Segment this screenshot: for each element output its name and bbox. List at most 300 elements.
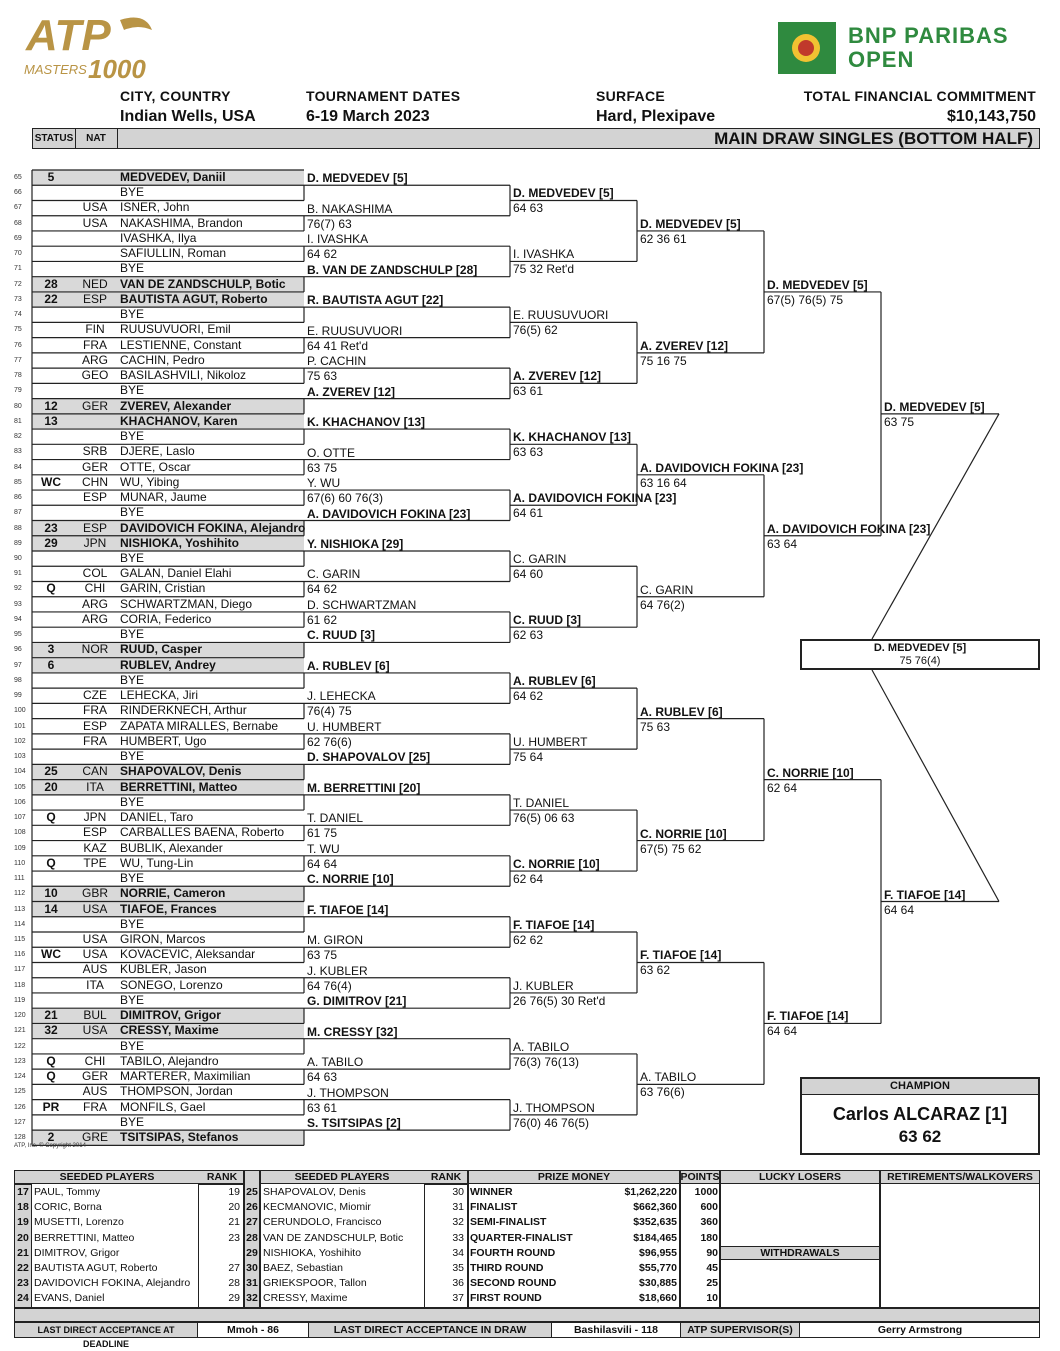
round-3-score: 67(5) 75 62 — [640, 841, 702, 856]
svg-text:1000: 1000 — [88, 54, 146, 82]
round-5-winner: F. TIAFOE [14] — [884, 887, 966, 902]
draw-position: 79 — [14, 387, 22, 395]
prize-round: WINNER — [470, 1186, 513, 1198]
round-2-score: 76(5) 62 — [513, 323, 558, 338]
draw-position: 89 — [14, 539, 22, 547]
seed-number: 17 — [17, 1186, 29, 1198]
draw-position: 111 — [14, 875, 25, 883]
round-1-score: 64 62 — [307, 582, 338, 597]
draw-position: 114 — [14, 920, 26, 928]
player-nationality: AUS — [82, 962, 108, 977]
seed-number: 29 — [246, 1246, 258, 1259]
draw-position: 68 — [14, 219, 22, 227]
player-name: BASILASHVILI, Nikoloz — [120, 368, 247, 383]
round-4-winner: D. MEDVEDEV [5] — [767, 277, 868, 292]
round-1-winner: Y. NISHIOKA [29] — [307, 537, 404, 551]
player-nationality: AUS — [82, 1084, 108, 1099]
prize-amount: $30,885 — [639, 1277, 677, 1290]
svg-text:ATP: ATP — [26, 11, 111, 60]
surface-value: Hard, Plexipave — [596, 108, 716, 125]
player-name: ISNER, John — [120, 200, 190, 215]
seed-player-name: GRIEKSPOOR, Tallon — [263, 1277, 367, 1290]
player-nationality: GBR — [81, 886, 108, 901]
draw-position: 69 — [14, 234, 22, 242]
sponsor-name: BNP PARIBAS OPEN — [848, 23, 1009, 72]
round-3-winner: A. DAVIDOVICH FOKINA [23] — [640, 460, 804, 475]
draw-position: 108 — [14, 829, 26, 837]
round-1-winner: S. TSITSIPAS [2] — [307, 1116, 401, 1131]
round-1-winner: C. NORRIE [10] — [307, 872, 394, 887]
player-nationality: FRA — [83, 1099, 107, 1114]
lda-deadline-label: LAST DIRECT ACCEPTANCE AT DEADLINE — [37, 1325, 175, 1349]
round-3-winner: A. TABILO — [640, 1070, 697, 1085]
champion-score: 63 62 — [898, 1127, 942, 1146]
seed-number: 27 — [246, 1216, 258, 1229]
player-nationality: ITA — [86, 977, 104, 992]
champion-box — [800, 1077, 1040, 1155]
seed-number: 26 — [246, 1201, 258, 1214]
seed-player-name: BAEZ, Sebastian — [263, 1262, 343, 1274]
player-nationality: FRA — [83, 733, 107, 748]
player-nationality: GEO — [81, 368, 109, 383]
player-nationality: FIN — [85, 322, 105, 337]
player-status: 2 — [47, 1130, 55, 1145]
round-1-winner: J. LEHECKA — [307, 689, 376, 704]
player-nationality: ESP — [82, 520, 107, 535]
prize-points: 25 — [706, 1277, 718, 1290]
rank-header-label: RANK — [430, 1171, 462, 1183]
player-nationality: ARG — [81, 611, 108, 626]
seed-number: 18 — [17, 1201, 29, 1214]
draw-position: 118 — [14, 981, 26, 989]
draw-position: 98 — [14, 676, 22, 684]
round-2-winner: T. DANIEL — [513, 796, 570, 811]
player-name: TIAFOE, Frances — [120, 901, 217, 916]
player-name: DANIEL, Taro — [120, 810, 194, 825]
prize-amount: $662,360 — [633, 1201, 677, 1214]
player-status: 21 — [44, 1008, 58, 1023]
player-name: KOVACEVIC, Aleksandar — [120, 947, 256, 962]
round-1-winner: I. IVASHKA — [307, 232, 369, 247]
draw-position: 77 — [14, 356, 22, 364]
round-1-winner: U. HUMBERT — [307, 719, 382, 734]
player-nationality: USA — [82, 215, 108, 230]
draw-position: 81 — [14, 417, 22, 425]
round-2-winner: U. HUMBERT — [513, 735, 588, 750]
player-name: BYE — [120, 429, 145, 444]
prize-round: QUARTER-FINALIST — [470, 1231, 573, 1244]
player-name: RUUSUVUORI, Emil — [120, 322, 231, 337]
round-2-winner: E. RUUSUVUORI — [513, 308, 609, 323]
rank-header-label: RANK — [206, 1171, 238, 1183]
player-name: CRESSY, Maxime — [120, 1023, 219, 1038]
player-name: VAN DE ZANDSCHULP, Botic — [120, 276, 286, 291]
player-name: IVASHKA, Ilya — [120, 230, 197, 245]
round-2-winner: C. NORRIE [10] — [513, 857, 600, 872]
prize-round: FINALIST — [470, 1201, 518, 1214]
draw-position: 65 — [14, 174, 22, 181]
draw-position: 125 — [14, 1088, 26, 1096]
round-1-score: 76(4) 75 — [307, 704, 352, 719]
seed-player-name: PAUL, Tommy — [34, 1186, 101, 1198]
player-nationality: NOR — [81, 642, 109, 657]
prize-points: 1000 — [694, 1186, 718, 1198]
draw-position: 105 — [14, 783, 26, 791]
prize-points: 180 — [700, 1231, 718, 1244]
player-nationality: KAZ — [83, 840, 107, 855]
player-status: 10 — [44, 886, 58, 901]
player-nationality: ESP — [82, 825, 107, 840]
lucky-losers-label: LUCKY LOSERS — [758, 1171, 842, 1183]
round-3-score: 75 63 — [640, 719, 671, 734]
svg-text:MASTERS: MASTERS — [24, 62, 87, 77]
round-2-winner: A. DAVIDOVICH FOKINA [23] — [513, 491, 677, 506]
draw-position: 115 — [14, 936, 26, 943]
seed-rank: 37 — [452, 1292, 464, 1305]
seed-player-name: CERUNDOLO, Francisco — [263, 1216, 382, 1229]
player-name: MEDVEDEV, Daniil — [120, 170, 226, 184]
seed-number: 30 — [246, 1262, 258, 1274]
draw-position: 88 — [14, 524, 22, 532]
player-status: 14 — [44, 901, 58, 916]
player-name: KHACHANOV, Karen — [120, 413, 238, 428]
prize-round: FOURTH ROUND — [470, 1246, 556, 1259]
seed-rank: 21 — [228, 1216, 240, 1229]
player-nationality: FRA — [83, 337, 107, 352]
round-1-winner: C. GARIN — [307, 567, 361, 582]
player-status: Q — [46, 855, 56, 870]
draw-position: 83 — [14, 448, 22, 456]
round-2-score: 75 64 — [513, 750, 544, 765]
player-name: DJERE, Laslo — [120, 444, 195, 459]
draw-position: 70 — [14, 250, 22, 258]
draw-position: 82 — [14, 433, 22, 441]
seed-rank: 23 — [228, 1231, 240, 1244]
prize-amount: $184,465 — [633, 1231, 677, 1244]
round-1-winner: R. BAUTISTA AGUT [22] — [307, 293, 444, 308]
round-1-winner: F. TIAFOE [14] — [307, 902, 389, 917]
round-2-winner: F. TIAFOE [14] — [513, 918, 595, 932]
seed-player-name: BAUTISTA AGUT, Roberto — [34, 1262, 158, 1274]
player-name: RUUD, Casper — [120, 642, 203, 657]
player-status: WC — [41, 474, 61, 489]
round-2-score: 75 32 Ret'd — [513, 262, 575, 277]
champion-label: CHAMPION — [802, 1079, 1038, 1095]
draw-position: 90 — [14, 555, 22, 562]
round-1-winner: A. RUBLEV [6] — [307, 658, 390, 673]
financial-value: $10,143,750 — [947, 108, 1036, 125]
round-1-winner: A. DAVIDOVICH FOKINA [23] — [307, 506, 471, 521]
player-name: SONEGO, Lorenzo — [120, 977, 223, 992]
player-nationality: JPN — [83, 810, 107, 825]
draw-position: 75 — [14, 326, 22, 334]
retirements-table — [880, 1170, 1040, 1308]
player-nationality: ESP — [82, 490, 107, 505]
player-nationality: JPN — [83, 535, 107, 550]
draw-position: 117 — [14, 966, 26, 974]
player-nationality: BUL — [83, 1008, 107, 1023]
seed-player-name: EVANS, Daniel — [34, 1292, 105, 1305]
player-name: GALAN, Daniel Elahi — [120, 566, 232, 581]
draw-position: 119 — [14, 996, 26, 1004]
player-nationality: GER — [81, 398, 108, 413]
draw-position: 106 — [14, 798, 26, 806]
dates-label: TOURNAMENT DATES — [306, 88, 461, 104]
dates-value: 6-19 March 2023 — [306, 108, 430, 125]
round-1-winner: Y. WU — [307, 476, 341, 491]
round-2-winner: C. GARIN — [513, 552, 567, 567]
seed-player-name: CORIC, Borna — [34, 1201, 102, 1214]
player-nationality: COL — [82, 566, 108, 581]
player-status: Q — [46, 581, 56, 596]
draw-position: 112 — [14, 890, 26, 898]
round-1-winner: J. THOMPSON — [307, 1085, 389, 1100]
round-1-score: 64 62 — [307, 247, 338, 262]
prize-points: 45 — [706, 1262, 718, 1274]
player-nationality: CHI — [84, 1053, 106, 1068]
player-name: RINDERKNECH, Arthur — [120, 703, 247, 718]
round-2-winner: K. KHACHANOV [13] — [513, 430, 632, 445]
player-name: BERRETTINI, Matteo — [120, 779, 238, 794]
seed-rank: 35 — [452, 1262, 464, 1274]
draw-position: 100 — [14, 707, 26, 715]
player-name: ZAPATA MIRALLES, Bernabe — [120, 718, 279, 733]
seed-player-name: NISHIOKA, Yoshihito — [263, 1246, 362, 1259]
seed-rank: 31 — [452, 1201, 464, 1214]
seed-number: 22 — [17, 1262, 29, 1274]
player-name: WU, Yibing — [120, 474, 180, 489]
round-3-score: 75 16 75 — [640, 353, 687, 368]
round-1-score: 64 76(4) — [307, 978, 352, 993]
draw-position: 94 — [14, 615, 22, 623]
round-2-winner: D. MEDVEDEV [5] — [513, 186, 614, 201]
player-name: HUMBERT, Ugo — [120, 733, 207, 748]
player-nationality: CHI — [84, 581, 106, 596]
semi-final-score: 75 76(4) — [899, 655, 941, 667]
round-1-score: 61 75 — [307, 826, 338, 841]
prize-round: SECOND ROUND — [470, 1277, 557, 1290]
player-nationality: USA — [82, 1023, 108, 1038]
round-2-score: 76(0) 46 76(5) — [513, 1115, 590, 1130]
player-status: 13 — [44, 413, 58, 428]
seed-rank: 20 — [228, 1201, 240, 1214]
round-3-score: 63 62 — [640, 963, 671, 978]
round-4-winner: F. TIAFOE [14] — [767, 1009, 849, 1024]
prize-round: SEMI-FINALIST — [470, 1216, 547, 1229]
withdrawals-label: WITHDRAWALS — [760, 1247, 840, 1259]
player-nationality: USA — [82, 901, 108, 916]
prize-points: 10 — [706, 1292, 718, 1305]
financial-label: TOTAL FINANCIAL COMMITMENT — [803, 88, 1036, 104]
player-nationality: CZE — [83, 688, 107, 703]
lucky-losers-table — [720, 1170, 880, 1308]
seed-number: 19 — [17, 1216, 29, 1229]
player-nationality: GER — [81, 459, 108, 474]
semi-final-connector-bottom — [872, 670, 999, 902]
seed-player-name: DIMITROV, Grigor — [34, 1246, 120, 1259]
round-3-winner: C. NORRIE [10] — [640, 826, 727, 841]
draw-position: 128 — [14, 1134, 26, 1142]
player-name: CACHIN, Pedro — [120, 352, 205, 367]
prize-amount: $55,770 — [639, 1262, 677, 1274]
round-4-score: 62 64 — [767, 780, 798, 795]
draw-position: 74 — [14, 311, 22, 319]
seed-player-name: BERRETTINI, Matteo — [34, 1231, 135, 1244]
draw-position: 123 — [14, 1057, 26, 1065]
round-1-winner: A. TABILO — [307, 1055, 364, 1070]
player-status: 12 — [44, 398, 58, 413]
player-name: DAVIDOVICH FOKINA, Alejandro — [120, 520, 306, 535]
round-1-score: 63 61 — [307, 1100, 338, 1115]
draw-position: 99 — [14, 692, 22, 700]
semi-final-winner: D. MEDVEDEV [5] — [873, 642, 967, 654]
player-name: SAFIULLIN, Roman — [120, 246, 227, 261]
draw-position: 72 — [14, 280, 22, 288]
player-status: 23 — [44, 520, 58, 535]
player-name: OTTE, Oscar — [120, 459, 191, 474]
round-1-winner: E. RUUSUVUORI — [307, 323, 403, 338]
player-nationality: ITA — [86, 779, 104, 794]
round-2-score: 76(3) 76(13) — [513, 1054, 580, 1069]
nat-column-header: NAT — [75, 129, 118, 148]
round-2-score: 62 63 — [513, 628, 544, 643]
round-3-winner: C. GARIN — [640, 582, 694, 597]
surface-label: SURFACE — [596, 88, 665, 104]
draw-position: 67 — [14, 204, 22, 212]
round-4-score: 67(5) 76(5) 75 — [767, 292, 844, 307]
round-1-winner: M. GIRON — [307, 933, 363, 948]
round-1-score: 64 41 Ret'd — [307, 338, 369, 353]
lda-deadline-value: Mmoh - 86 — [227, 1324, 279, 1336]
round-3-score: 63 16 64 — [640, 475, 687, 490]
player-nationality: USA — [82, 932, 108, 946]
seed-number: 23 — [17, 1277, 29, 1290]
round-1-score: 67(6) 60 76(3) — [307, 491, 384, 506]
round-2-winner: J. KUBLER — [513, 978, 574, 993]
seed-rank: 28 — [228, 1277, 240, 1290]
round-1-winner: D. SCHWARTZMAN — [307, 597, 417, 612]
prize-points: 360 — [700, 1216, 718, 1229]
player-name: LEHECKA, Jiri — [120, 688, 199, 703]
player-name: KUBLER, Jason — [120, 962, 207, 977]
player-nationality: GER — [81, 1069, 108, 1084]
draw-position: 113 — [14, 905, 26, 913]
gray-strip — [14, 1308, 1040, 1322]
seed-rank: 32 — [452, 1216, 464, 1229]
seed-player-name: MUSETTI, Lorenzo — [34, 1216, 124, 1229]
round-5-score: 63 75 — [884, 414, 915, 429]
draw-position: 84 — [14, 463, 22, 471]
round-2-score: 64 61 — [513, 506, 544, 521]
player-name: MONFILS, Gael — [120, 1099, 206, 1114]
round-1-score: 61 62 — [307, 612, 338, 627]
player-name: WU, Tung-Lin — [120, 855, 194, 870]
seed-rank: 30 — [452, 1186, 464, 1198]
player-status: 22 — [44, 291, 58, 306]
draw-position: 76 — [14, 341, 22, 349]
player-name: NAKASHIMA, Brandon — [120, 215, 243, 230]
player-name: TSITSIPAS, Stefanos — [120, 1130, 239, 1145]
supervisor-value: Gerry Armstrong — [877, 1324, 963, 1336]
round-2-score: 76(5) 06 63 — [513, 811, 575, 826]
player-name: BYE — [120, 749, 145, 764]
player-nationality: TPE — [83, 855, 107, 870]
player-name: BYE — [120, 672, 145, 687]
player-status: 29 — [44, 535, 58, 550]
draw-position: 121 — [14, 1027, 26, 1035]
player-status: 25 — [44, 764, 58, 779]
round-3-score: 64 76(2) — [640, 597, 685, 612]
round-2-score: 63 63 — [513, 445, 544, 460]
player-status: Q — [46, 1053, 56, 1068]
round-2-score: 64 63 — [513, 201, 544, 216]
player-nationality: ESP — [82, 718, 107, 733]
round-2-score: 62 64 — [513, 872, 544, 887]
draw-position: 126 — [14, 1103, 26, 1111]
round-1-score: 63 75 — [307, 948, 338, 963]
draw-position: 103 — [14, 753, 26, 761]
player-nationality: ESP — [82, 291, 107, 306]
player-status: PR — [42, 1099, 60, 1114]
city-label: CITY, COUNTRY — [120, 88, 231, 104]
draw-position: 96 — [14, 646, 22, 654]
round-2-score: 26 76(5) 30 Ret'd — [513, 993, 606, 1008]
seeded-header-label: SEEDED PLAYERS — [294, 1171, 390, 1183]
round-2-winner: A. ZVEREV [12] — [513, 369, 602, 384]
round-1-winner: J. KUBLER — [307, 963, 368, 978]
player-name: MUNAR, Jaume — [120, 490, 207, 505]
round-2-winner: I. IVASHKA — [513, 247, 575, 262]
round-4-winner: C. NORRIE [10] — [767, 765, 854, 780]
retirements-label: RETIREMENTS/WALKOVERS — [887, 1171, 1033, 1183]
round-2-winner: A. RUBLEV [6] — [513, 674, 596, 689]
player-name: RUBLEV, Andrey — [120, 657, 216, 672]
player-nationality: SRB — [82, 444, 108, 459]
player-name: GIRON, Marcos — [120, 932, 206, 946]
player-name: BYE — [120, 307, 145, 322]
player-name: BYE — [120, 794, 145, 809]
seed-number: 20 — [17, 1231, 29, 1244]
round-2-score: 64 60 — [513, 567, 544, 582]
lda-draw-label: LAST DIRECT ACCEPTANCE IN DRAW — [333, 1324, 527, 1336]
semi-final-box — [800, 639, 1040, 670]
player-nationality: FRA — [83, 703, 107, 718]
draw-position: 127 — [14, 1118, 26, 1126]
player-name: BYE — [120, 185, 145, 200]
seed-rank: 19 — [228, 1186, 240, 1198]
seed-rank: 27 — [228, 1262, 240, 1274]
player-nationality: GRE — [81, 1130, 108, 1145]
draw-position: 110 — [14, 859, 26, 867]
player-name: THOMPSON, Jordan — [120, 1084, 233, 1099]
draw-position: 71 — [14, 265, 22, 273]
player-nationality: USA — [82, 947, 108, 962]
player-name: BYE — [120, 261, 145, 276]
draw-position: 91 — [14, 570, 22, 578]
seed-rank: 34 — [452, 1246, 464, 1259]
seed-number: 21 — [17, 1246, 29, 1259]
seed-player-name: SHAPOVALOV, Denis — [263, 1186, 366, 1198]
round-1-winner: O. OTTE — [307, 445, 355, 460]
round-4-score: 64 64 — [767, 1024, 798, 1039]
round-1-score: 64 63 — [307, 1070, 338, 1085]
round-1-winner: B. NAKASHIMA — [307, 201, 393, 216]
copyright: ATP, Inc. © Copyright 2014 — [14, 1143, 86, 1149]
round-1-winner: T. DANIEL — [307, 811, 364, 826]
player-name: BYE — [120, 1038, 145, 1053]
draw-position: 109 — [14, 844, 26, 852]
round-2-winner: A. TABILO — [513, 1039, 570, 1054]
